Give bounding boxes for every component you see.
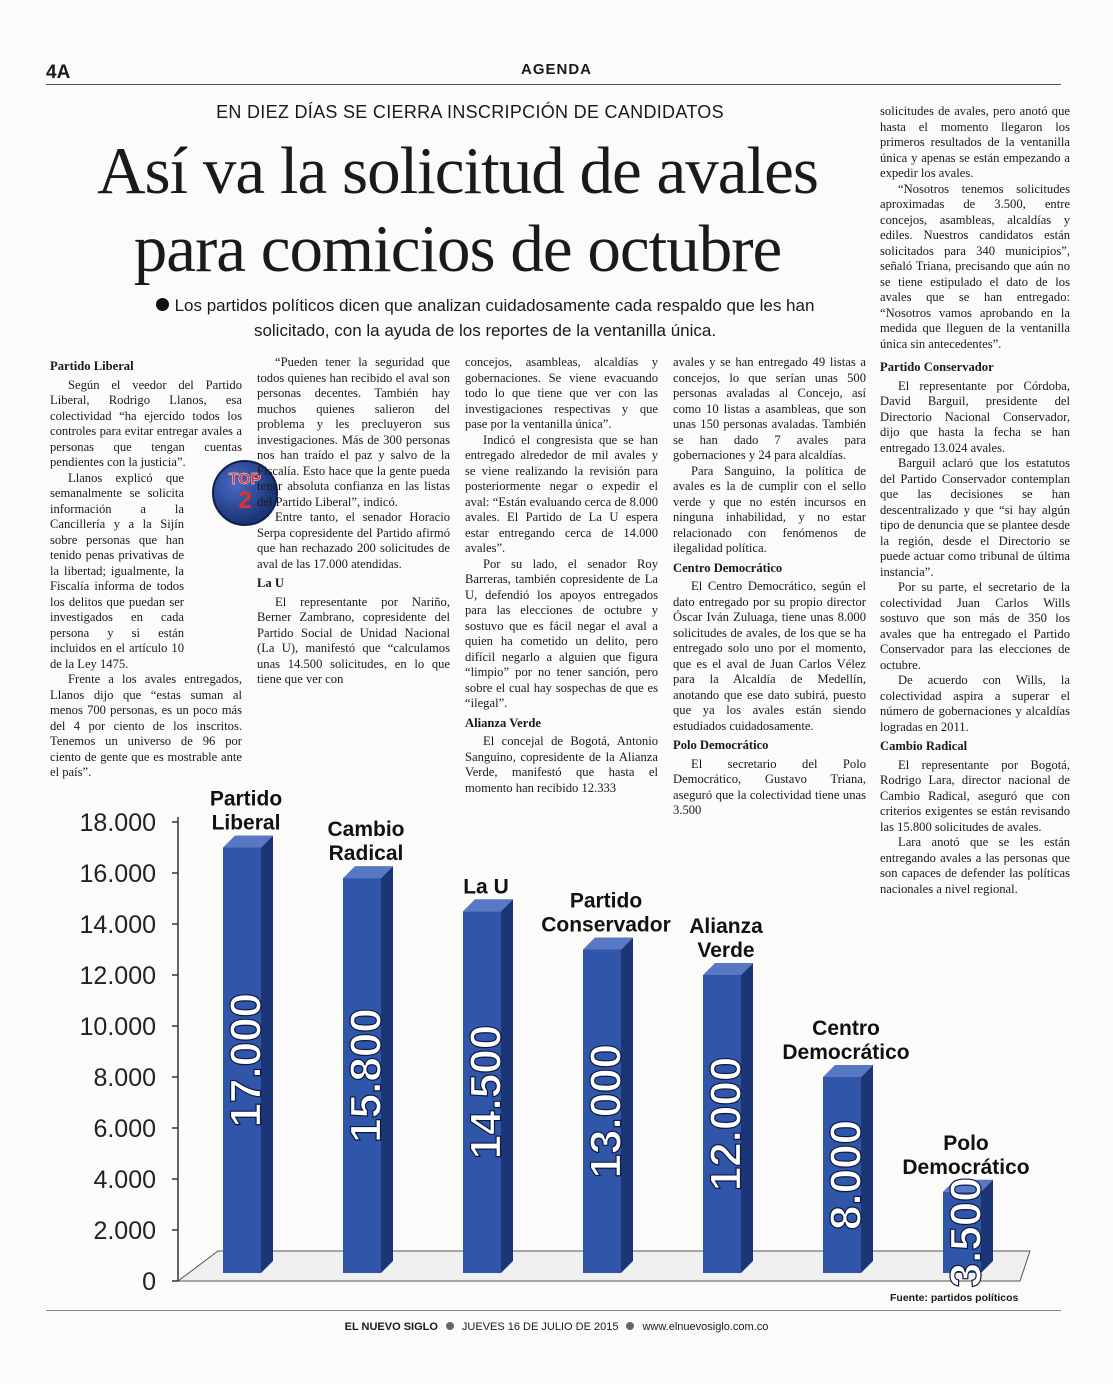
paragraph: Frente a los avales entregados, Llanos dijo que “estas suman al menos 700 personas, es un poco más del 4 por ciento de los inscritos. Tenemos un universo de 96 por ciento de gente que es mostrable ante el país”.	[50, 672, 242, 779]
paragraph: Indicó el congresista que se han entregado alrededor de mil avales y se viene realizando la revisión para posteriormente negar o expedir el aval: “Están evaluando cerca de 8.000 avales. El Partido de La U espera estar entregando cerca de 14.000 avales”.	[465, 432, 658, 555]
subhead-partido-conservador: Partido Conservador	[880, 360, 994, 374]
bar-value-label: 3.500	[941, 1177, 991, 1288]
article-column-1	[50, 355, 242, 781]
subhead-la-u: La U	[257, 576, 284, 590]
subhead-partido-liberal: Partido Liberal	[50, 359, 134, 373]
bar-value-label: 17.000	[221, 992, 271, 1128]
paragraph: Llanos explicó que semanalmente se solicita información a la Cancillería y a la Sijín sobre personas que han tenido penas privativas de la libertad; igualmente, la Fiscalía informa de todos los delitos que puedan ser investigados en cada persona y si están incluidos en el artículo 10 de la Ley 1475.	[50, 470, 184, 671]
footer-paper-name: EL NUEVO SIGLO	[344, 1321, 438, 1333]
article-lead	[140, 293, 830, 343]
paragraph: El representante por Bogotá, Rodrigo Lara, director nacional de Cambio Radical, aseguró que con criterios exigentes se están revisando las 15.800 solicitudes de avales.	[880, 757, 1070, 834]
paragraph: Por su lado, el senador Roy Barreras, también copresidente de La U, defendió los apoyos entregados para las elecciones de octubre y sostuvo que es fácil negar el aval a quien ha cometido un delito, pero difícil negarlo a alguien que figura “limpio” por no tener sanción, pero sobre el cual hay sospechas de que es “ilegal”.	[465, 556, 658, 710]
subhead-centro-democratico: Centro Democrático	[673, 560, 783, 575]
paragraph: El representante por Córdoba, David Barguil, presidente del Directorio Nacional Conservador, dijo que hasta la fecha se han entregado 13.024 avales.	[880, 378, 1070, 455]
paragraph: De acuerdo con Wills, la colectividad aspira a superar el número de gobernaciones y alcaldías logradas en 2011.	[880, 673, 1070, 734]
paragraph: El concejal de Bogotá, Antonio Sanguino, copresidente de la Alianza Verde, manifestó que hasta el momento han recibido 12.333	[465, 734, 658, 795]
paragraph: “Nosotros tenemos solicitudes aproximadas de 3.500, entre concejos, asambleas, alcaldías y ediles. Nuestros candidatos están solicitados para 340 municipios”, señaló Triana, precisando que aún no se tiene estipulado el dato de los avales que se han entregado: “Nosotros vamos aprobando en la medida que lleguen de la ventanilla única sin antecedentes”.	[880, 181, 1070, 351]
badge-top-label: TOP	[228, 471, 262, 488]
bar-value-label: 14.500	[461, 1024, 511, 1160]
paragraph: Según el veedor del Partido Liberal, Rodrigo Llanos, esa colectividad “ha ejercido todos los controles para evitar entregar avales a personas que tengan cuentas pendientes con la justicia”.	[50, 377, 242, 469]
headline	[40, 132, 875, 288]
bar-category-label: Partido	[569, 889, 643, 913]
article-column-4	[673, 355, 866, 819]
bullet-icon	[156, 298, 169, 311]
bar-category-label: Radical	[328, 842, 404, 866]
bar-category-label: Alianza	[689, 915, 763, 938]
subhead-cambio-radical: Cambio Radical	[880, 739, 968, 753]
paragraph: Para Sanguino, la política de avales es la de cumplir con el sello verde y que no estén incursos en ninguna inhabilidad, y no estar relacionado con fenómenos de ilegalidad política.	[673, 463, 866, 555]
bar-category-label: La U	[463, 875, 509, 899]
paragraph: Lara anotó que se les están entregando avales a las personas que son capaces de defender las políticas nacionales a nivel regional.	[880, 835, 1070, 896]
bar-category-label: Polo	[943, 1131, 989, 1155]
y-tick-label: 8.000	[93, 1064, 156, 1092]
paragraph: El Centro Democrático, según el dato entregado por su propio director Óscar Iván Zuluaga, tiene unas 8.000 solicitudes de avales, de los que se ha entregado solo uno por el momento, que es el aval de Juan Carlos Vélez para la Alcaldía de Medellín, anotando que ese dato subirá, puesto que ya los avales están siendo estudiados cuidadosamente.	[673, 579, 866, 733]
avales-bar-chart	[30, 765, 1090, 1315]
paragraph: solicitudes de avales, pero anotó que hasta el momento llegaron los primeros resultados de la ventanilla única y apenas se están empezando a expedir los avales.	[880, 104, 1070, 180]
badge-number: 2	[238, 487, 252, 514]
article-column-3	[465, 355, 658, 796]
y-tick-label: 14.000	[79, 911, 156, 939]
footer-date: JUEVES 16 DE JULIO DE 2015	[461, 1321, 619, 1333]
paragraph: “Pueden tener la seguridad que todos quienes han recibido el aval son personas decentes. También hay muchos quienes salieron del problema y les precluyeron sus investigaciones. Más de 300 personas nos han traído el paz y salvo de la Fiscalía. Esto hace que la gente pueda tener absoluta confianza en las listas del Partido Liberal”, indicó.	[257, 355, 450, 509]
paragraph: El representante por Nariño, Berner Zambrano, copresidente del Partido Social de Unidad Nacional (La U), manifestó que “calculamos unas 14.500 solicitudes, en lo que tiene que ver con	[257, 594, 450, 686]
bar-category-label: Verde	[697, 939, 755, 962]
bar-value-label: 12.000	[701, 1056, 751, 1192]
bar-category-label: Democrático	[782, 1041, 910, 1064]
page-number: 4A	[46, 62, 71, 83]
page-footer	[0, 1321, 1113, 1333]
y-tick-label: 4.000	[93, 1166, 156, 1194]
paragraph: concejos, asambleas, alcaldías y gobernaciones. Se viene evacuando todo lo que tiene que ver con las investigaciones respectivas y que pase por la ventanilla única”.	[465, 355, 658, 431]
article-column-2	[257, 355, 450, 688]
headline-line-1: Así va la solicitud de avales	[97, 134, 818, 208]
y-tick-label: 6.000	[93, 1115, 156, 1143]
subhead-alianza-verde: Alianza Verde	[465, 715, 541, 730]
bar-category-label: Democrático	[902, 1155, 1030, 1179]
footer-dot-icon	[446, 1322, 454, 1330]
section-label: AGENDA	[520, 61, 592, 78]
bar-value-label: 13.000	[581, 1043, 631, 1179]
paragraph: avales y se han entregado 49 listas a concejos, lo que serían unas 500 personas avaladas al Concejo, así como 10 listas a asambleas, que son unas 150 personas avaladas. También se han dado 7 avales para gobernaciones y 24 para alcaldías.	[673, 355, 866, 462]
top-divider	[46, 84, 1061, 85]
subhead-polo-democratico: Polo Democrático	[673, 738, 769, 752]
article-kicker: EN DIEZ DÍAS SE CIERRA INSCRIPCIÓN DE CANDIDATOS	[216, 102, 724, 122]
y-tick-label: 16.000	[79, 860, 156, 888]
y-tick-label: 18.000	[79, 809, 156, 837]
y-tick-label: 0	[142, 1268, 156, 1296]
footer-url: www.elnuevosiglo.com.co	[642, 1321, 769, 1333]
paragraph: Por su parte, el secretario de la colectividad Juan Carlos Wills sostuvo que son más de 350 los avales que ha entregado el Partido Conservador para las elecciones de octubre.	[880, 580, 1070, 672]
y-tick-label: 10.000	[79, 1013, 156, 1041]
paragraph: El secretario del Polo Democrático, Gustavo Triana, aseguró que la colectividad tiene unas 3.500	[673, 756, 866, 817]
paragraph: Barguil aclaró que los estatutos del Partido Conservador contemplan que las decisiones se han descentralizado y que “si hay algún tipo de denuncia que se plantee desde la región, desde el Directorio se puede actuar como tribunal de última instancia”.	[880, 456, 1070, 579]
y-tick-label: 12.000	[79, 962, 156, 990]
footer-dot-icon	[626, 1322, 634, 1330]
bar-category-label: Centro	[812, 1017, 880, 1040]
bar-category-label: Conservador	[541, 913, 671, 937]
chart-source: Fuente: partidos políticos	[890, 1292, 1019, 1304]
bar-value-label: 15.800	[341, 1008, 391, 1143]
paragraph: Entre tanto, el senador Horacio Serpa copresidente del Partido afirmó que han rechazado 200 solicitudes de aval de las 17.000 atendidas.	[257, 510, 450, 571]
y-tick-label: 2.000	[93, 1217, 156, 1245]
bar-category-label: Liberal	[211, 811, 281, 835]
lead-text: Los partidos políticos dicen que analizan cuidadosamente cada respaldo que les han solicitado, con la ayuda de los reportes de la ventanilla única.	[174, 296, 815, 340]
bottom-divider	[46, 1310, 1061, 1311]
headline-line-2: para comicios de octubre	[133, 212, 782, 286]
bar-category-label: Partido	[209, 787, 283, 811]
bar-value-label: 8.000	[821, 1119, 871, 1231]
bar-category-label: Cambio	[327, 818, 405, 842]
